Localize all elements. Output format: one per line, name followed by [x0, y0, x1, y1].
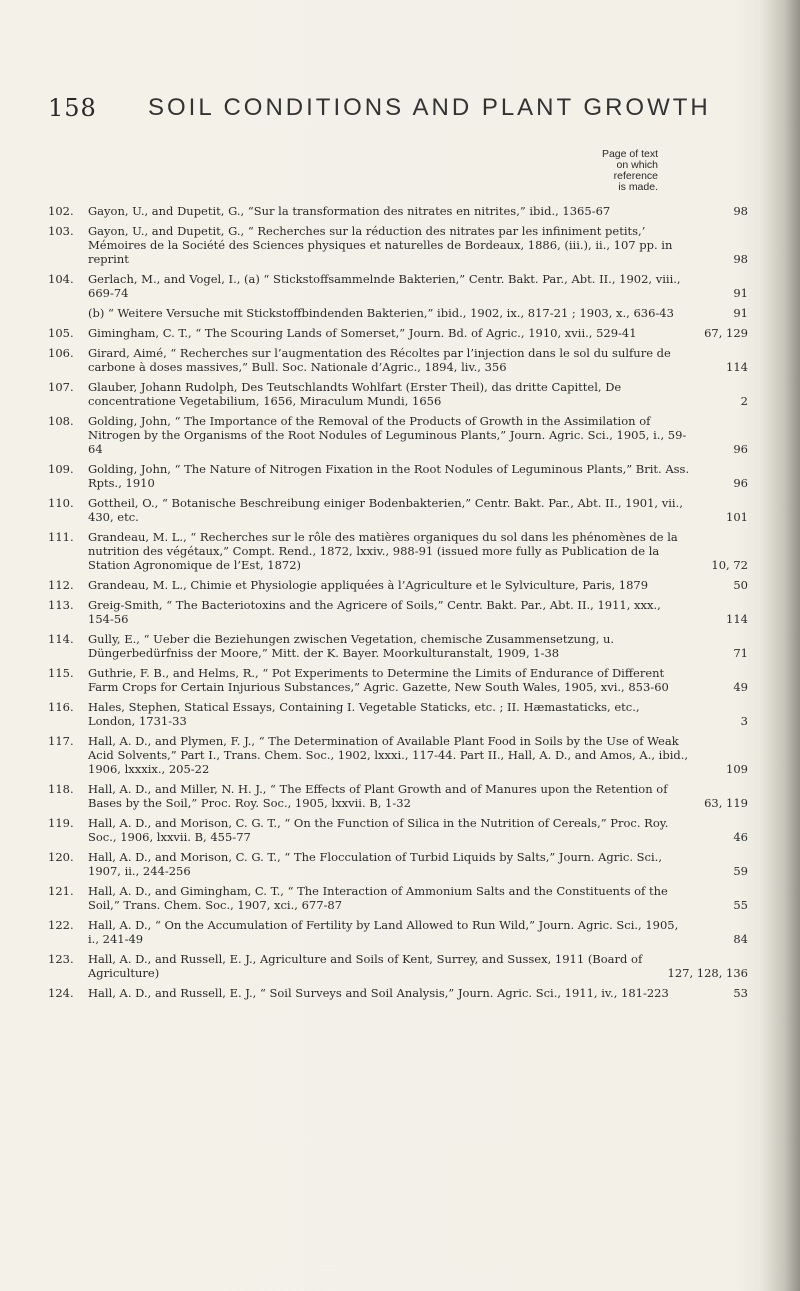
reference-text: Hall, A. D., and Russell, E. J., Agriculture and Soils of Kent, Surrey, and Sussex, 1911 (Board of Agriculture)	[88, 952, 643, 981]
reference-entry	[48, 346, 748, 374]
reference-page: 98	[733, 204, 748, 218]
reference-page: 91	[733, 286, 748, 301]
reference-entry	[48, 952, 748, 980]
reference-text: Girard, Aimé, “ Recherches sur l’augmentation des Récoltes par l’injection dans le sol du sulfure de carbone à doses massives,” Bull. Soc. Nationale d’Agric., 1894, liv., 356	[88, 345, 671, 374]
reference-text: Hales, Stephen, Statical Essays, Containing I. Vegetable Staticks, etc. ; II. Hæmastaticks, etc., London, 1731-33	[88, 699, 640, 728]
reference-text: Gimingham, C. T., “ The Scouring Lands of Somerset,” Journ. Bd. of Agric., 1910, xvii., 529-41	[88, 325, 637, 340]
reference-text: Gayon, U., and Dupetit, G., “ Recherches sur la réduction des nitrates par les infiniment petits,’ Mémoires de la Société des Sciences physiques et naturelles de Bordeaux, 1886, (iii.), ii., 107 pp. in reprint	[88, 223, 673, 267]
column-heading-line: Page of text	[601, 148, 658, 160]
reference-text: Gottheil, O., “ Botanische Beschreibung einiger Bodenbakterien,” Centr. Bakt. Par., Abt. II., 1901, vii., 430, etc.	[88, 495, 683, 524]
column-heading	[598, 149, 658, 193]
reference-text: Golding, John, “ The Importance of the Removal of the Products of Growth in the Assimilation of Nitrogen by the Organisms of the Root Nodules of Leguminous Plants,” Journ. Agric. Sci., 1905, i., 59-64	[88, 413, 687, 456]
reference-page: 98	[733, 252, 748, 267]
reference-entry	[48, 700, 748, 728]
column-heading-line: on which	[616, 159, 658, 171]
reference-entry	[48, 632, 748, 660]
reference-number: 104.	[48, 272, 74, 286]
reference-page: 59	[733, 864, 748, 879]
reference-entry	[48, 816, 748, 844]
reference-entry	[48, 224, 748, 267]
reference-number: 110.	[48, 495, 74, 510]
reference-text: Hall, A. D., “ On the Accumulation of Fertility by Land Allowed to Run Wild,” Journ. Agric. Sci., 1905, i., 241-49	[88, 918, 679, 947]
reference-page: 71	[733, 646, 748, 660]
reference-text: Glauber, Johann Rudolph, Des Teutschlandts Wohlfart (Erster Theil), das dritte Capittel, De concentratione Vegetabilium, 1656, Miraculum Mundi, 1656	[88, 379, 622, 408]
reference-entry	[48, 782, 748, 810]
reference-entry	[48, 884, 748, 912]
reference-entry	[48, 326, 748, 340]
reference-number: 121.	[48, 884, 74, 898]
reference-page: 53	[733, 986, 748, 1000]
reference-number: 114.	[48, 631, 74, 646]
reference-page: 63, 119	[704, 796, 748, 811]
reference-page: 101	[726, 510, 748, 524]
reference-page: 127, 128, 136	[667, 966, 748, 981]
reference-entry	[48, 306, 748, 320]
reference-number: 106.	[48, 345, 74, 360]
reference-page: 114	[726, 359, 748, 374]
reference-page: 49	[733, 680, 748, 694]
reference-number: 102.	[48, 204, 74, 218]
reference-list	[48, 204, 748, 1006]
reference-number: 113.	[48, 597, 74, 612]
reference-page: 109	[726, 762, 748, 777]
reference-text: Hall, A. D., and Gimingham, C. T., “ The Interaction of Ammonium Salts and the Constituents of the Soil,” Trans. Chem. Soc., 1907, xci., 677-87	[88, 884, 668, 913]
reference-text: Hall, A. D., and Morison, C. G. T., “ The Flocculation of Turbid Liquids by Salts,” Journ. Agric. Sci., 1907, ii., 244-256	[88, 850, 662, 879]
reference-entry	[48, 598, 748, 626]
column-heading-line: is made.	[618, 181, 658, 193]
reference-text: Gayon, U., and Dupetit, G., “Sur la transformation des nitrates en nitrites,” ibid., 1365-67	[88, 204, 611, 218]
reference-number: 119.	[48, 816, 74, 830]
reference-page: 46	[733, 830, 748, 845]
reference-page: 91	[733, 306, 748, 320]
reference-number: 111.	[48, 529, 74, 544]
reference-number: 108.	[48, 413, 74, 428]
reference-number: 112.	[48, 578, 74, 592]
reference-text: Hall, A. D., and Morison, C. G. T., “ On the Function of Silica in the Nutrition of Cereals,” Proc. Roy. Soc., 1906, lxxvii. B, 455-77	[88, 816, 669, 845]
reference-entry	[48, 734, 748, 777]
reference-page: 3	[740, 714, 748, 728]
reference-entry	[48, 204, 748, 218]
reference-page: 2	[740, 393, 748, 408]
running-head: SOIL CONDITIONS AND PLANT GROWTH	[148, 94, 711, 121]
reference-number: 109.	[48, 461, 74, 476]
reference-text: Gerlach, M., and Vogel, I., (a) “ Stickstoffsammelnde Bakterien,” Centr. Bakt. Par., Abt. II., 1902, viii., 669-74	[88, 272, 681, 301]
reference-number: 103.	[48, 223, 74, 238]
reference-text: Hall, A. D., and Plymen, F. J., “ The Determination of Available Plant Food in Soils by the Use of Weak Acid Solvents,” Part I., Trans. Chem. Soc., 1902, lxxxi., 117-44. Part II., Hall, A. D., and Amos, A., ibid., 1906, lxxxix., 205-22	[88, 733, 689, 777]
reference-number: 123.	[48, 952, 74, 966]
reference-number: 107.	[48, 379, 74, 394]
reference-page: 50	[733, 578, 748, 592]
column-heading-line: reference	[613, 170, 658, 182]
reference-page: 67, 129	[704, 325, 748, 340]
reference-entry	[48, 462, 748, 490]
reference-entry	[48, 578, 748, 592]
reference-text: Grandeau, M. L., Chimie et Physiologie appliquées à l’Agriculture et le Sylviculture, Paris, 1879	[88, 578, 649, 592]
reference-page: 10, 72	[711, 558, 748, 573]
reference-page: 96	[733, 476, 748, 490]
reference-text: Guthrie, F. B., and Helms, R., “ Pot Experiments to Determine the Limits of Endurance of Different Farm Crops for Certain Injurious Substances,” Agric. Gazette, New South Wales, 1905, xvi., 853-60	[88, 665, 669, 694]
reference-entry	[48, 666, 748, 694]
reference-entry	[48, 850, 748, 878]
reference-number: 116.	[48, 699, 74, 714]
reference-number: 115.	[48, 665, 74, 680]
reference-text: Greig-Smith, “ The Bacteriotoxins and the Agricere of Soils,” Centr. Bakt. Par., Abt. II., 1911, xxx., 154-56	[88, 597, 661, 626]
reference-text: Hall, A. D., and Miller, N. H. J., “ The Effects of Plant Growth and of Manures upon the Retention of Bases by the Soil,” Proc. Roy. Soc., 1905, lxxvii. B, 1-32	[88, 782, 668, 811]
reference-text: Gully, E., “ Ueber die Beziehungen zwischen Vegetation, chemische Zusammensetzung, u. Düngerbedürfniss der Moore,” Mitt. der K. Bayer. Moorkulturanstalt, 1909, 1-38	[88, 631, 615, 660]
reference-entry	[48, 380, 748, 408]
reference-entry	[48, 918, 748, 946]
page-edge-shadow	[760, 0, 800, 1291]
reference-text: Hall, A. D., and Russell, E. J., “ Soil Surveys and Soil Analysis,” Journ. Agric. Sci., 1911, iv., 181-223	[88, 986, 669, 1000]
reference-number: 124.	[48, 986, 74, 1000]
reference-page: 84	[733, 932, 748, 947]
reference-number: 118.	[48, 782, 74, 796]
reference-number: 122.	[48, 918, 74, 932]
page-number: 158	[48, 94, 97, 122]
reference-text: (b) “ Weitere Versuche mit Stickstoffbindenden Bakterien,” ibid., 1902, ix., 817-21 ; 1903, x., 636-43	[88, 306, 674, 320]
reference-page: 55	[733, 898, 748, 913]
reference-page: 114	[726, 612, 748, 626]
reference-number: 105.	[48, 325, 74, 340]
reference-entry	[48, 414, 748, 457]
reference-number: 117.	[48, 733, 74, 748]
reference-number: 120.	[48, 850, 74, 864]
page-header	[48, 94, 748, 134]
reference-entry	[48, 530, 748, 573]
reference-page: 96	[733, 442, 748, 456]
reference-entry	[48, 496, 748, 524]
reference-entry	[48, 272, 748, 300]
reference-text: Grandeau, M. L., “ Recherches sur le rôle des matières organiques du sol dans les phénomènes de la nutrition des végétaux,” Compt. Rend., 1872, lxxiv., 988-91 (issued more fully as Publication de la Station Agronomique de l’Est, 1872)	[88, 529, 678, 573]
reference-entry	[48, 986, 748, 1000]
reference-text: Golding, John, “ The Nature of Nitrogen Fixation in the Root Nodules of Leguminous Plants,” Brit. Ass. Rpts., 1910	[88, 461, 690, 490]
